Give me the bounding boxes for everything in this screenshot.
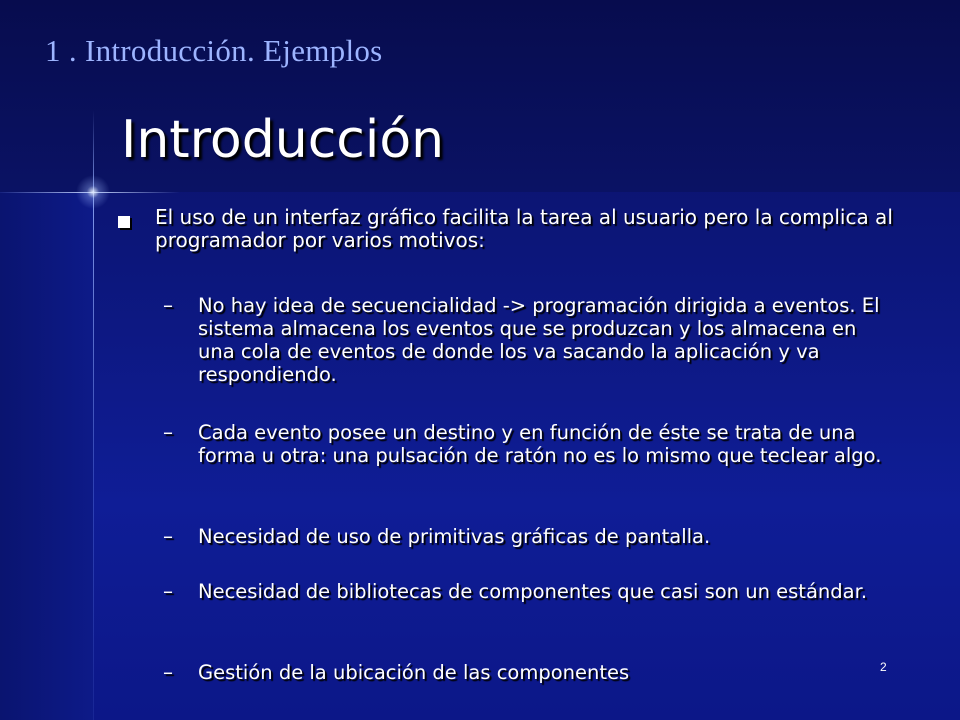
dash-bullet-icon: – [163,579,173,603]
dash-bullet-icon: – [163,293,173,317]
slide-title: Introducción [121,110,445,170]
main-bullet-text: El uso de un interfaz gráfico facilita la tarea al usuario pero la complica al programador por varios motivos: [155,205,893,252]
dash-bullet-icon: – [163,524,173,548]
sub-bullet-text: No hay idea de secuencialidad -> programación dirigida a eventos. El sistema almacena los eventos que se produzcan y los almacena en una cola de eventos de donde los va sacando la aplicación y va respondiendo. [198,294,880,386]
dash-bullet-icon: – [163,660,173,684]
sub-bullet-text: Necesidad de uso de primitivas gráficas de pantalla. [198,525,711,548]
page-number: 2 [880,660,887,674]
sub-bullet-text: Necesidad de bibliotecas de componentes que casi son un estándar. [198,580,868,603]
dash-bullet-icon: – [163,420,173,444]
sub-bullet-text: Cada evento posee un destino y en función de éste se trata de una forma u otra: una pulsación de ratón no es lo mismo que teclear algo. [198,421,882,467]
section-breadcrumb: 1 . Introducción. Ejemplos [45,33,383,68]
square-bullet-icon [118,216,130,228]
sub-bullet-text: Gestión de la ubicación de las componentes [198,661,630,684]
